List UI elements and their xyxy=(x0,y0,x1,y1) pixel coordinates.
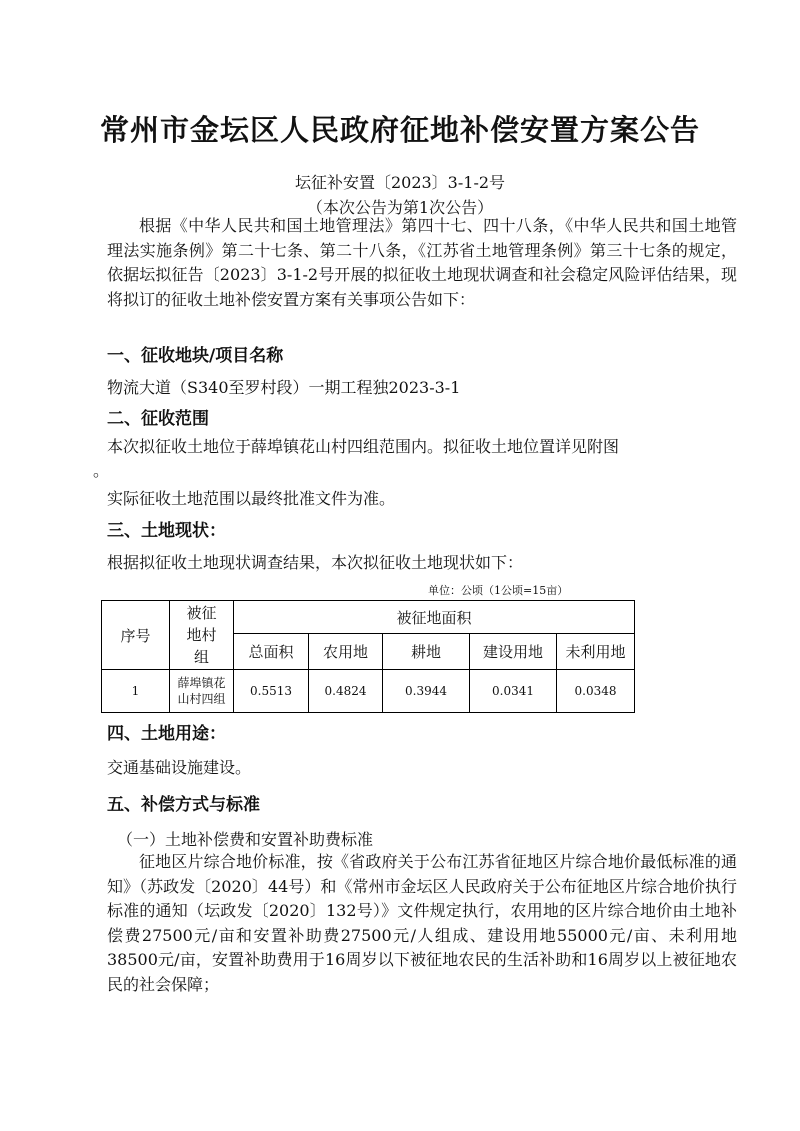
section2-content-tail: 。 xyxy=(93,461,110,480)
section4-content: 交通基础设施建设。 xyxy=(107,758,252,777)
col-header-village xyxy=(170,601,234,670)
section5-sub1: （一）土地补偿费和安置补助费标准 xyxy=(117,830,374,849)
cell-unused: 0.0348 xyxy=(557,670,635,713)
col-header-agri: 农用地 xyxy=(309,634,383,670)
cell-arable: 0.3944 xyxy=(383,670,470,713)
col-header-construction: 建设用地 xyxy=(470,634,557,670)
unit-note: 单位：公顷（1公顷=15亩） xyxy=(428,584,569,597)
section2-content-line1: 本次拟征收土地位于薛埠镇花山村四组范围内。拟征收土地位置详见附图 xyxy=(107,437,620,456)
col-header-village-text: 被征地村组 xyxy=(186,604,217,666)
col-header-area-group: 被征地面积 xyxy=(234,601,635,634)
col-header-no: 序号 xyxy=(102,601,170,670)
cell-no: 1 xyxy=(102,670,170,713)
section1-heading: 一、征收地块/项目名称 xyxy=(107,346,284,366)
page-title: 常州市金坛区人民政府征地补偿安置方案公告 xyxy=(99,113,700,147)
section3-heading: 三、土地现状： xyxy=(107,521,226,541)
section2-heading: 二、征收范围 xyxy=(107,409,209,429)
section4-heading: 四、土地用途： xyxy=(107,724,226,744)
intro-paragraph: 根据《中华人民共和国土地管理法》第四十七、四十八条，《中华人民共和国土地管理法实施条例》第二十七条、第二十八条，《江苏省土地管理条例》第三十七条的规定，依据坛拟征告〔2023〕3-1-2号开展的拟征收土地现状调查和社会稳定风险评估结果，现将拟订的征收土地补偿安置方案有关事项公告如下： xyxy=(107,216,737,309)
section2-content-line2: 实际征收土地范围以最终批准文件为准。 xyxy=(107,489,396,508)
section5-heading: 五、补偿方式与标准 xyxy=(107,795,260,815)
land-status-table xyxy=(101,600,635,713)
table-row xyxy=(102,670,635,713)
document-number: 坛征补安置〔2023〕3-1-2号 xyxy=(294,173,506,192)
col-header-arable: 耕地 xyxy=(383,634,470,670)
cell-total: 0.5513 xyxy=(234,670,309,713)
table-header-row xyxy=(102,601,635,634)
cell-village xyxy=(170,670,234,713)
notice-order: （本次公告为第1次公告） xyxy=(306,198,494,217)
section3-content: 根据拟征收土地现状调查结果，本次拟征收土地现状如下： xyxy=(107,553,524,572)
section1-content: 物流大道（S340至罗村段）一期工程独2023-3-1 xyxy=(107,378,461,397)
cell-construction: 0.0341 xyxy=(470,670,557,713)
cell-village-text: 薛埠镇花山村四组 xyxy=(177,676,226,706)
section5-paragraph1: 征地区片综合地价标准，按《省政府关于公布江苏省征地区片综合地价最低标准的通知》（苏政发〔2020〕44号）和《常州市金坛区人民政府关于公布征地区片综合地价执行标准的通知（坛政发〔2020〕132号）》文件规定执行，农用地的区片综合地价由土地补偿费27500元/亩和安置补助费27500元/人组成、建设用地55000元/亩、未利用地38500元/亩，安置补助费用于16周岁以下被征地农民的生活补助和16周岁以上被征地农民的社会保障； xyxy=(107,852,737,994)
col-header-total: 总面积 xyxy=(234,634,309,670)
col-header-unused: 未利用地 xyxy=(557,634,635,670)
cell-agri: 0.4824 xyxy=(309,670,383,713)
